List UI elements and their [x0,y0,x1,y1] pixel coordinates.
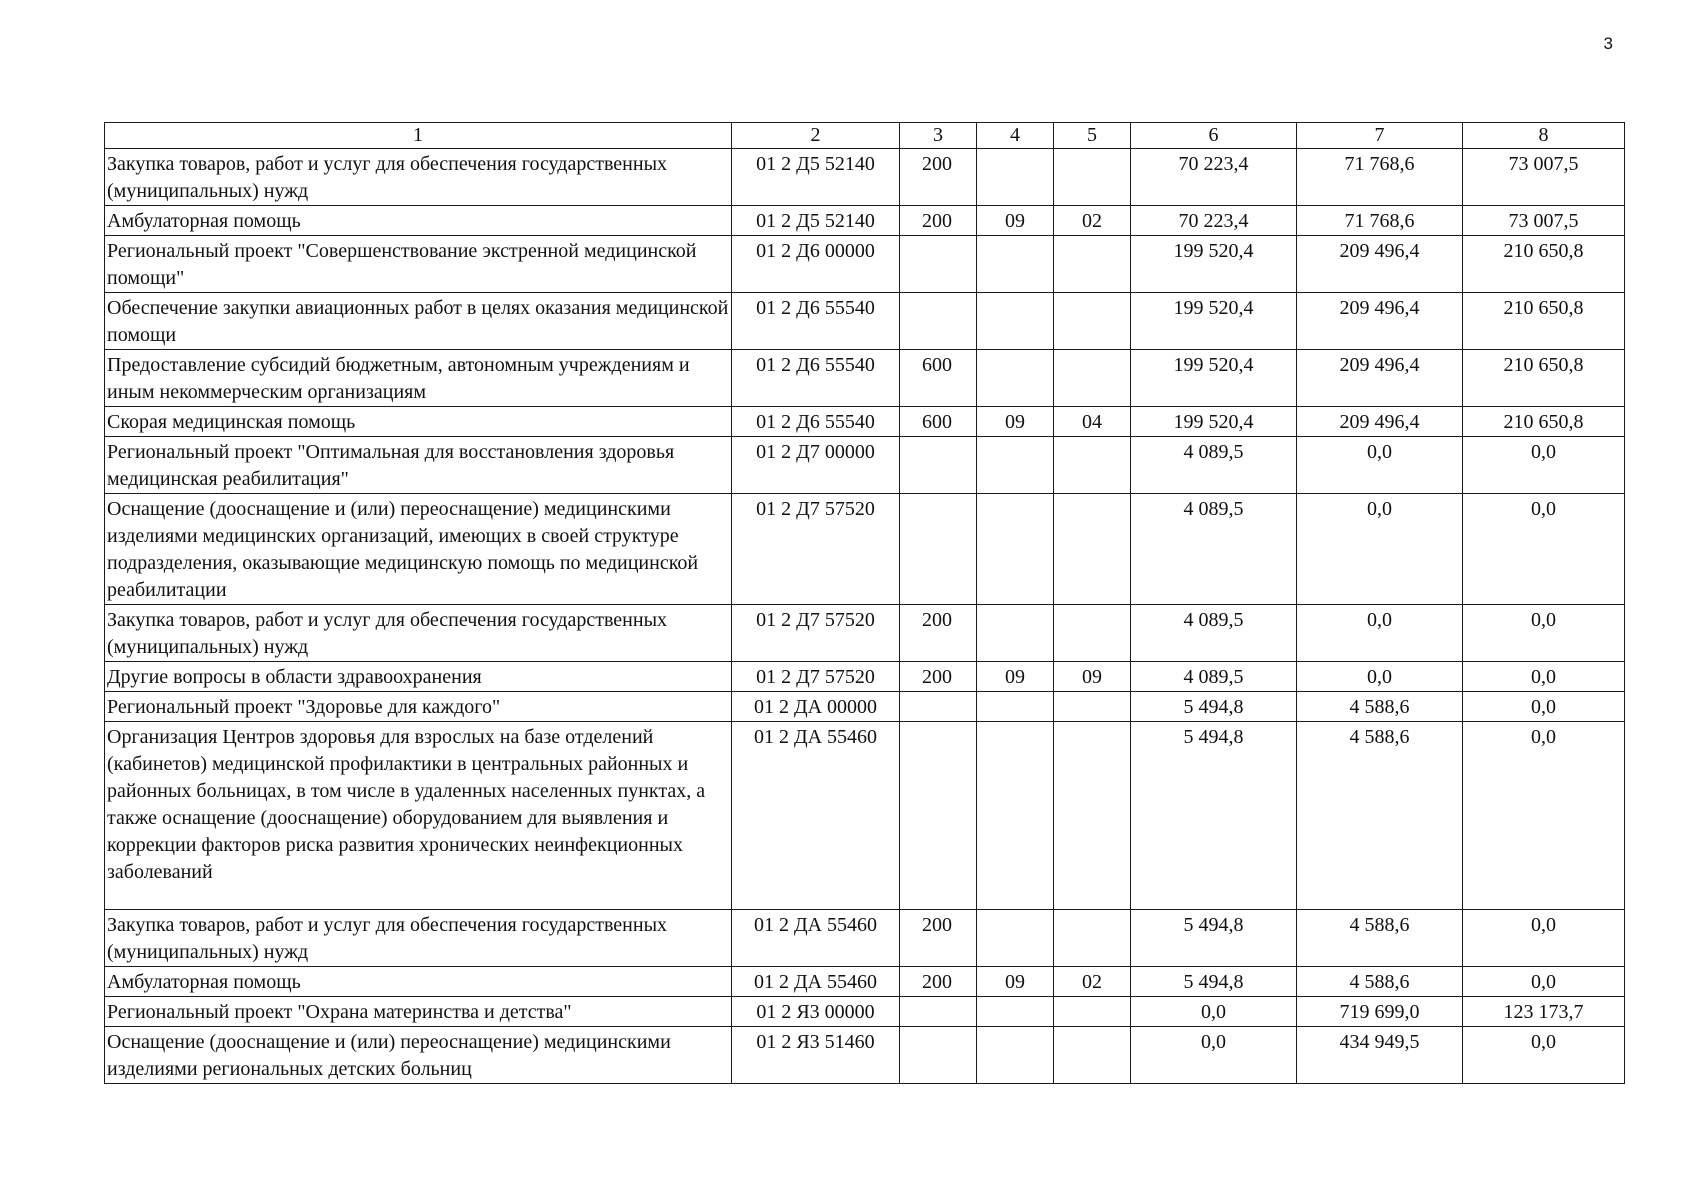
row-col3-cell: 200 [900,662,977,692]
row-col4-cell [977,149,1054,206]
row-col4-cell: 09 [977,407,1054,437]
row-value8-cell: 210 650,8 [1463,407,1625,437]
row-code-cell: 01 2 ДА 55460 [732,967,900,997]
row-col5-cell [1054,692,1131,722]
row-value6-cell: 0,0 [1131,1027,1297,1084]
row-col5-cell [1054,722,1131,910]
row-name-cell: Закупка товаров, работ и услуг для обеспечения государственных (муниципальных) нужд [105,149,732,206]
table-row [105,236,1625,293]
table-body [105,123,1625,1084]
row-col4-cell: 09 [977,967,1054,997]
row-col5-cell: 04 [1054,407,1131,437]
row-name-cell: Оснащение (дооснащение и (или) переоснащение) медицинскими изделиями медицинских организаций, имеющих в своей структуре подразделения, оказывающие медицинскую помощь по медицинской реабилитации [105,494,732,605]
row-col4-cell [977,722,1054,910]
row-col5-cell [1054,236,1131,293]
row-name-cell: Региональный проект "Оптимальная для восстановления здоровья медицинская реабилитация" [105,437,732,494]
row-col5-cell [1054,910,1131,967]
row-name-cell: Закупка товаров, работ и услуг для обеспечения государственных (муниципальных) нужд [105,910,732,967]
row-value7-cell: 4 588,6 [1297,722,1463,910]
row-value8-cell: 0,0 [1463,910,1625,967]
table-row [105,967,1625,997]
row-col4-cell [977,910,1054,967]
row-value7-cell: 0,0 [1297,437,1463,494]
row-value8-cell: 0,0 [1463,1027,1625,1084]
row-value8-cell: 0,0 [1463,722,1625,910]
row-value7-cell: 434 949,5 [1297,1027,1463,1084]
row-value6-cell: 5 494,8 [1131,692,1297,722]
row-code-cell: 01 2 Д6 55540 [732,293,900,350]
row-col4-cell [977,1027,1054,1084]
budget-table [104,122,1625,1084]
header-cell-8: 8 [1463,123,1625,149]
row-value6-cell: 199 520,4 [1131,407,1297,437]
row-value7-cell: 4 588,6 [1297,910,1463,967]
row-name-cell: Амбулаторная помощь [105,967,732,997]
row-col5-cell [1054,997,1131,1027]
row-value8-cell: 123 173,7 [1463,997,1625,1027]
row-col3-cell [900,722,977,910]
row-value6-cell: 199 520,4 [1131,236,1297,293]
page-number: 3 [1603,34,1613,53]
table-row [105,910,1625,967]
row-value7-cell: 0,0 [1297,605,1463,662]
row-col4-cell [977,997,1054,1027]
table-row [105,722,1625,910]
row-value6-cell: 199 520,4 [1131,350,1297,407]
row-name-cell: Закупка товаров, работ и услуг для обеспечения государственных (муниципальных) нужд [105,605,732,662]
row-value7-cell: 719 699,0 [1297,997,1463,1027]
row-value8-cell: 73 007,5 [1463,149,1625,206]
row-value7-cell: 209 496,4 [1297,293,1463,350]
table-header-row [105,123,1625,149]
row-code-cell: 01 2 ДА 55460 [732,722,900,910]
row-value6-cell: 5 494,8 [1131,967,1297,997]
row-col4-cell [977,350,1054,407]
row-col4-cell [977,605,1054,662]
row-code-cell: 01 2 Д7 00000 [732,437,900,494]
row-col5-cell [1054,293,1131,350]
row-value7-cell: 0,0 [1297,494,1463,605]
row-col3-cell [900,1027,977,1084]
row-col3-cell [900,293,977,350]
header-cell-6: 6 [1131,123,1297,149]
header-cell-5: 5 [1054,123,1131,149]
row-col5-cell [1054,149,1131,206]
row-name-cell: Предоставление субсидий бюджетным, автономным учреждениям и иным некоммерческим организациям [105,350,732,407]
row-code-cell: 01 2 Я3 00000 [732,997,900,1027]
row-code-cell: 01 2 Д5 52140 [732,206,900,236]
row-value8-cell: 210 650,8 [1463,236,1625,293]
row-name-cell: Скорая медицинская помощь [105,407,732,437]
row-value6-cell: 4 089,5 [1131,605,1297,662]
row-value6-cell: 4 089,5 [1131,662,1297,692]
row-col3-cell: 600 [900,350,977,407]
row-value7-cell: 209 496,4 [1297,407,1463,437]
table-row [105,605,1625,662]
row-col4-cell [977,437,1054,494]
row-value8-cell: 0,0 [1463,605,1625,662]
header-cell-4: 4 [977,123,1054,149]
row-col3-cell: 200 [900,967,977,997]
row-value6-cell: 5 494,8 [1131,722,1297,910]
row-value8-cell: 210 650,8 [1463,293,1625,350]
table-row [105,149,1625,206]
row-value6-cell: 4 089,5 [1131,494,1297,605]
table-row [105,437,1625,494]
row-col5-cell [1054,1027,1131,1084]
row-name-cell: Региональный проект "Совершенствование экстренной медицинской помощи" [105,236,732,293]
row-name-cell: Другие вопросы в области здравоохранения [105,662,732,692]
table-row [105,293,1625,350]
row-code-cell: 01 2 Д5 52140 [732,149,900,206]
table-row [105,692,1625,722]
row-value8-cell: 0,0 [1463,692,1625,722]
row-value8-cell: 73 007,5 [1463,206,1625,236]
row-value7-cell: 209 496,4 [1297,350,1463,407]
row-code-cell: 01 2 Д6 00000 [732,236,900,293]
row-code-cell: 01 2 Д6 55540 [732,350,900,407]
row-col4-cell [977,494,1054,605]
row-value7-cell: 209 496,4 [1297,236,1463,293]
header-cell-3: 3 [900,123,977,149]
row-value8-cell: 0,0 [1463,437,1625,494]
row-name-cell: Организация Центров здоровья для взрослых на базе отделений (кабинетов) медицинской профилактики в центральных районных и районных больницах, в том числе в удаленных населенных пунктах, а также оснащение (дооснащение) оборудованием для выявления и коррекции факторов риска развития хронических неинфекционных заболеваний [105,722,732,910]
row-value6-cell: 5 494,8 [1131,910,1297,967]
row-value6-cell: 0,0 [1131,997,1297,1027]
row-value8-cell: 210 650,8 [1463,350,1625,407]
row-name-cell: Амбулаторная помощь [105,206,732,236]
row-code-cell: 01 2 Я3 51460 [732,1027,900,1084]
row-code-cell: 01 2 ДА 55460 [732,910,900,967]
row-name-cell: Региональный проект "Здоровье для каждого" [105,692,732,722]
table-row [105,662,1625,692]
row-name-cell: Оснащение (дооснащение и (или) переоснащение) медицинскими изделиями региональных детских больниц [105,1027,732,1084]
row-col3-cell [900,692,977,722]
row-value7-cell: 0,0 [1297,662,1463,692]
row-value7-cell: 71 768,6 [1297,206,1463,236]
table-row [105,1027,1625,1084]
table-row [105,407,1625,437]
row-col4-cell [977,236,1054,293]
row-code-cell: 01 2 Д6 55540 [732,407,900,437]
row-col3-cell [900,236,977,293]
row-value7-cell: 4 588,6 [1297,967,1463,997]
row-value8-cell: 0,0 [1463,967,1625,997]
row-col3-cell [900,437,977,494]
row-value7-cell: 4 588,6 [1297,692,1463,722]
table-row [105,206,1625,236]
row-name-cell: Обеспечение закупки авиационных работ в целях оказания медицинской помощи [105,293,732,350]
row-col3-cell: 200 [900,910,977,967]
row-col5-cell: 09 [1054,662,1131,692]
row-code-cell: 01 2 Д7 57520 [732,494,900,605]
row-col3-cell [900,997,977,1027]
row-col5-cell: 02 [1054,206,1131,236]
header-cell-2: 2 [732,123,900,149]
row-col4-cell: 09 [977,206,1054,236]
row-code-cell: 01 2 Д7 57520 [732,662,900,692]
row-col5-cell [1054,494,1131,605]
table-row [105,997,1625,1027]
row-col4-cell [977,293,1054,350]
header-cell-7: 7 [1297,123,1463,149]
row-col3-cell: 600 [900,407,977,437]
row-col5-cell [1054,605,1131,662]
row-value8-cell: 0,0 [1463,662,1625,692]
header-cell-1: 1 [105,123,732,149]
row-value6-cell: 70 223,4 [1131,149,1297,206]
row-col5-cell [1054,350,1131,407]
row-col5-cell [1054,437,1131,494]
table-row [105,494,1625,605]
row-col3-cell: 200 [900,605,977,662]
row-col5-cell: 02 [1054,967,1131,997]
row-col3-cell: 200 [900,206,977,236]
row-col3-cell: 200 [900,149,977,206]
row-value8-cell: 0,0 [1463,494,1625,605]
row-value7-cell: 71 768,6 [1297,149,1463,206]
row-col3-cell [900,494,977,605]
row-code-cell: 01 2 ДА 00000 [732,692,900,722]
row-value6-cell: 199 520,4 [1131,293,1297,350]
table-row [105,350,1625,407]
row-col4-cell [977,692,1054,722]
row-col4-cell: 09 [977,662,1054,692]
row-value6-cell: 70 223,4 [1131,206,1297,236]
row-code-cell: 01 2 Д7 57520 [732,605,900,662]
row-value6-cell: 4 089,5 [1131,437,1297,494]
row-name-cell: Региональный проект "Охрана материнства и детства" [105,997,732,1027]
